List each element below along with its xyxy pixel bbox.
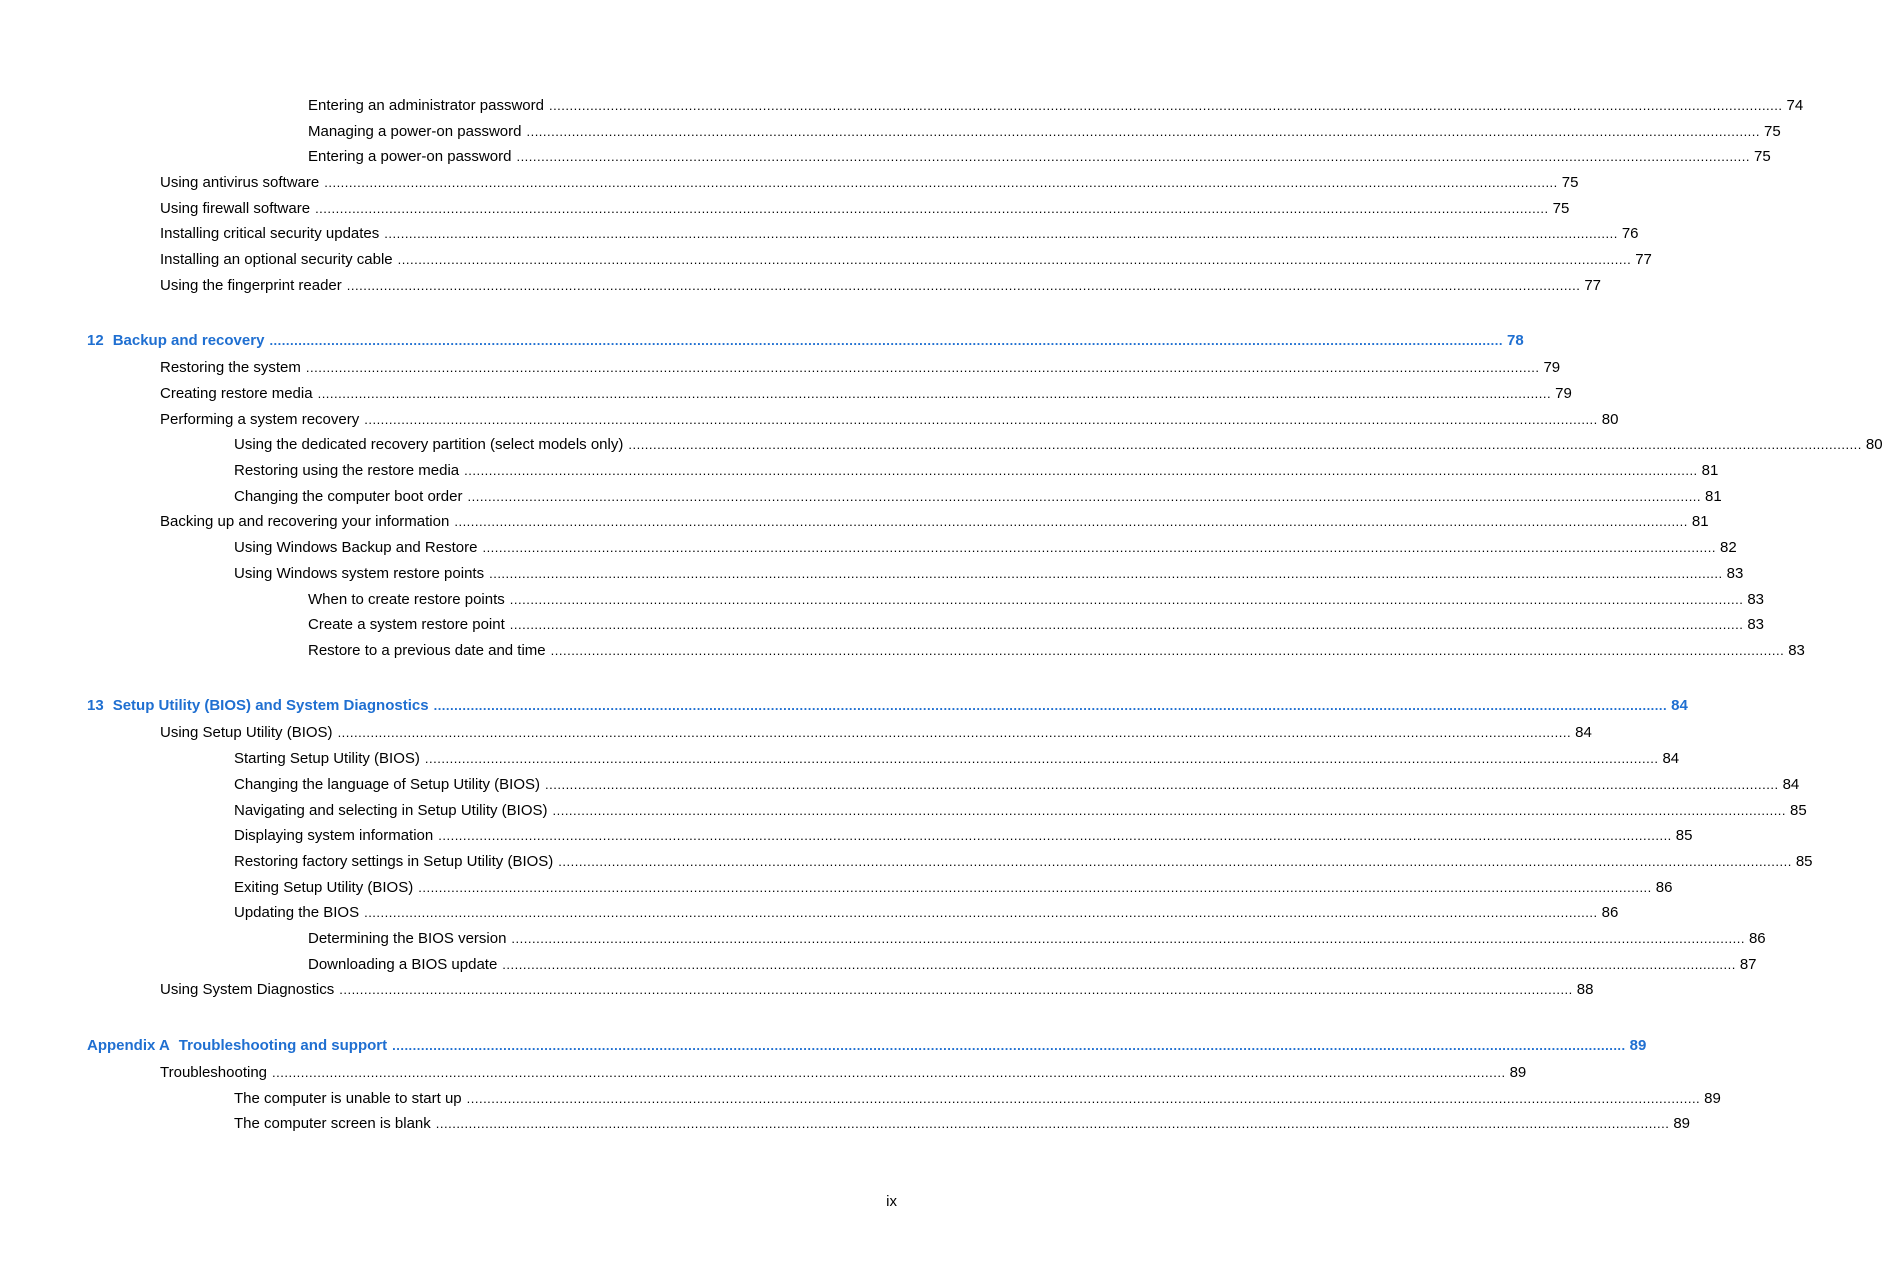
toc-entry[interactable] — [234, 852, 1813, 872]
toc-entry[interactable] — [308, 147, 1771, 167]
toc-page-number: 78 — [1506, 332, 1524, 349]
toc-entry[interactable] — [308, 96, 1804, 116]
toc-page-number: 81 — [1705, 488, 1722, 505]
toc-page-number: 89 — [1509, 1064, 1527, 1081]
toc-dot-leader: ............................................................................................................................................................................................................................................................................................................ — [548, 98, 1783, 113]
toc-chapter-number: 13 — [87, 697, 104, 714]
toc-page-number: 87 — [1739, 956, 1757, 973]
toc-entry[interactable] — [160, 384, 1572, 404]
toc-entry-title: Backup and recovery — [112, 332, 265, 349]
toc-page-number: 77 — [1584, 277, 1601, 294]
toc-entry-title: When to create restore points — [308, 591, 505, 608]
toc-entry[interactable] — [234, 538, 1737, 558]
toc-dot-leader: ............................................................................................................................................................................................................................................................................................................ — [526, 124, 1761, 139]
toc-page-number: 86 — [1655, 879, 1673, 896]
toc-dot-leader: ............................................................................................................................................................................................................................................................................................................ — [392, 1038, 1626, 1053]
toc-dot-leader: ............................................................................................................................................................................................................................................................................................................ — [438, 828, 1672, 843]
toc-entry-title: Performing a system recovery — [160, 411, 360, 428]
toc-page-number: 75 — [1764, 123, 1781, 140]
toc-entry[interactable] — [308, 641, 1805, 661]
toc-entry-title: Updating the BIOS — [234, 904, 360, 921]
toc-entry[interactable] — [160, 173, 1579, 193]
toc-entry[interactable] — [160, 199, 1570, 219]
toc-entry[interactable] — [308, 122, 1781, 142]
toc-entry[interactable] — [160, 512, 1709, 532]
toc-dot-leader: ............................................................................................................................................................................................................................................................................................................ — [418, 880, 1652, 895]
toc-entry-title: Using the dedicated recovery partition (select models only) — [234, 436, 624, 453]
toc-dot-leader: ............................................................................................................................................................................................................................................................................................................ — [509, 617, 1744, 632]
toc-dot-leader: ............................................................................................................................................................................................................................................................................................................ — [511, 931, 1745, 946]
toc-page-number: 83 — [1788, 642, 1805, 659]
toc-entry[interactable] — [234, 801, 1807, 821]
toc-entry-title: Displaying system information — [234, 827, 434, 844]
toc-entry[interactable] — [160, 723, 1592, 743]
toc-chapter-number: Appendix A — [87, 1037, 170, 1054]
toc-entry-title: The computer is unable to start up — [234, 1090, 462, 1107]
toc-page-number: 89 — [1629, 1037, 1647, 1054]
toc-dot-leader: ............................................................................................................................................................................................................................................................................................................ — [324, 175, 1558, 190]
toc-dot-leader: ............................................................................................................................................................................................................................................................................................................ — [397, 252, 1632, 267]
toc-dot-leader: ............................................................................................................................................................................................................................................................................................................ — [464, 463, 1698, 478]
toc-entry[interactable] — [308, 590, 1764, 610]
toc-entry-title: Exiting Setup Utility (BIOS) — [234, 879, 414, 896]
toc-entry[interactable] — [160, 250, 1652, 270]
toc-entry[interactable] — [234, 1114, 1690, 1134]
toc-dot-leader: ............................................................................................................................................................................................................................................................................................................ — [272, 1065, 1506, 1080]
toc-entry-title: Determining the BIOS version — [308, 930, 507, 947]
toc-page-number: 86 — [1748, 930, 1766, 947]
toc-chapter-number: 12 — [87, 332, 104, 349]
toc-dot-leader: ............................................................................................................................................................................................................................................................................................................ — [384, 226, 1618, 241]
toc-entry[interactable] — [234, 749, 1680, 769]
toc-dot-leader: ............................................................................................................................................................................................................................................................................................................ — [364, 412, 1598, 427]
toc-entry-title: Entering an administrator password — [308, 97, 544, 114]
toc-page-number: 81 — [1691, 513, 1709, 530]
toc-dot-leader: ............................................................................................................................................................................................................................................................................................................ — [558, 854, 1792, 869]
toc-dot-leader: ............................................................................................................................................................................................................................................................................................................ — [489, 566, 1723, 581]
toc-page-number: 80 — [1601, 411, 1619, 428]
toc-page-number: 83 — [1747, 616, 1764, 633]
toc-page-number: 85 — [1675, 827, 1693, 844]
toc-page-number: 89 — [1704, 1090, 1721, 1107]
toc-dot-leader: ............................................................................................................................................................................................................................................................................................................ — [364, 905, 1598, 920]
toc-page-number: 77 — [1635, 251, 1652, 268]
toc-entry-title: Changing the language of Setup Utility (BIOS) — [234, 776, 541, 793]
toc-dot-leader: ............................................................................................................................................................................................................................................................................................................ — [315, 201, 1549, 216]
toc-entry[interactable] — [160, 980, 1594, 1000]
toc-dot-leader: ............................................................................................................................................................................................................................................................................................................ — [269, 333, 1503, 348]
toc-dot-leader: ............................................................................................................................................................................................................................................................................................................ — [628, 437, 1862, 452]
toc-entry-title: Restoring factory settings in Setup Utility (BIOS) — [234, 853, 554, 870]
toc-page-number: 86 — [1601, 904, 1619, 921]
toc-dot-leader: ............................................................................................................................................................................................................................................................................................................ — [435, 1116, 1670, 1131]
toc-entry-title: Entering a power-on password — [308, 148, 512, 165]
toc-entry-title: Using System Diagnostics — [160, 981, 335, 998]
toc-chapter-entry[interactable] — [87, 696, 1688, 716]
toc-entry-title: Using antivirus software — [160, 174, 320, 191]
toc-dot-leader: ............................................................................................................................................................................................................................................................................................................ — [466, 1091, 1701, 1106]
toc-page-number: 75 — [1754, 148, 1771, 165]
toc-page-number: 84 — [1575, 724, 1592, 741]
toc-entry-title: Troubleshooting — [160, 1064, 268, 1081]
toc-dot-leader: ............................................................................................................................................................................................................................................................................................................ — [454, 514, 1688, 529]
toc-entry[interactable] — [160, 410, 1619, 430]
toc-page-number: 85 — [1795, 853, 1813, 870]
toc-dot-leader: ............................................................................................................................................................................................................................................................................................................ — [516, 149, 1750, 164]
toc-dot-leader: ............................................................................................................................................................................................................................................................................................................ — [509, 592, 1744, 607]
toc-entry[interactable] — [160, 224, 1639, 244]
page-number: ix — [886, 1193, 897, 1210]
toc-dot-leader: ............................................................................................................................................................................................................................................................................................................ — [339, 982, 1573, 997]
toc-entry-title: Navigating and selecting in Setup Utility (BIOS) — [234, 802, 548, 819]
toc-page-number: 85 — [1790, 802, 1807, 819]
toc-entry-title: Setup Utility (BIOS) and System Diagnostics — [112, 697, 429, 714]
toc-entry[interactable] — [234, 435, 1883, 455]
toc-entry-title: Downloading a BIOS update — [308, 956, 498, 973]
toc-dot-leader: ............................................................................................................................................................................................................................................................................................................ — [502, 957, 1736, 972]
toc-page-number: 75 — [1561, 174, 1579, 191]
toc-dot-leader: ............................................................................................................................................................................................................................................................................................................ — [337, 725, 1572, 740]
toc-entry-title: Using Windows Backup and Restore — [234, 539, 478, 556]
toc-chapter-entry[interactable] — [87, 331, 1524, 351]
toc-entry-title: Create a system restore point — [308, 616, 505, 633]
toc-entry[interactable] — [234, 826, 1693, 846]
toc-entry-title: Troubleshooting and support — [178, 1037, 388, 1054]
toc-entry[interactable] — [234, 487, 1722, 507]
toc-dot-leader: ............................................................................................................................................................................................................................................................................................................ — [424, 751, 1659, 766]
toc-entry[interactable] — [160, 358, 1561, 378]
toc-entry-title: Using Setup Utility (BIOS) — [160, 724, 333, 741]
toc-entry-title: Managing a power-on password — [308, 123, 522, 140]
toc-entry[interactable] — [160, 1063, 1527, 1083]
toc-page-number: 83 — [1726, 565, 1744, 582]
toc-entry[interactable] — [234, 461, 1719, 481]
toc-entry-title: Restore to a previous date and time — [308, 642, 546, 659]
toc-page-number: 81 — [1701, 462, 1719, 479]
toc-entry-title: Changing the computer boot order — [234, 488, 463, 505]
toc-dot-leader: ............................................................................................................................................................................................................................................................................................................ — [550, 643, 1785, 658]
toc-dot-leader: ............................................................................................................................................................................................................................................................................................................ — [467, 489, 1702, 504]
toc-page-number: 79 — [1543, 359, 1561, 376]
toc-page-number: 75 — [1552, 200, 1570, 217]
toc-dot-leader: ............................................................................................................................................................................................................................................................................................................ — [433, 698, 1668, 713]
toc-page-number: 89 — [1673, 1115, 1690, 1132]
toc-page-number: 83 — [1747, 591, 1764, 608]
toc-page-number: 74 — [1786, 97, 1804, 114]
toc-page-number: 84 — [1662, 750, 1680, 767]
toc-entry-title: The computer screen is blank — [234, 1115, 431, 1132]
toc-entry-title: Creating restore media — [160, 385, 313, 402]
toc-page-number: 82 — [1720, 539, 1737, 556]
toc-entry[interactable] — [234, 903, 1619, 923]
toc-entry-title: Backing up and recovering your information — [160, 513, 450, 530]
toc-entry[interactable] — [234, 878, 1673, 898]
toc-dot-leader: ............................................................................................................................................................................................................................................................................................................ — [545, 777, 1779, 792]
toc-entry[interactable] — [308, 929, 1766, 949]
toc-entry-title: Starting Setup Utility (BIOS) — [234, 750, 420, 767]
toc-entry-title: Using Windows system restore points — [234, 565, 485, 582]
toc-entry-title: Installing critical security updates — [160, 225, 380, 242]
toc-entry-title: Restoring using the restore media — [234, 462, 460, 479]
toc-page-number: 84 — [1782, 776, 1800, 793]
toc-entry[interactable] — [308, 955, 1757, 975]
toc-entry[interactable] — [160, 276, 1601, 296]
toc-dot-leader: ............................................................................................................................................................................................................................................................................................................ — [482, 540, 1716, 555]
toc-entry-title: Using firewall software — [160, 200, 311, 217]
toc-dot-leader: ............................................................................................................................................................................................................................................................................................................ — [317, 386, 1552, 401]
toc-entry-title: Restoring the system — [160, 359, 301, 376]
toc-chapter-entry[interactable] — [87, 1036, 1647, 1056]
toc-page-number: 76 — [1621, 225, 1639, 242]
toc-dot-leader: ............................................................................................................................................................................................................................................................................................................ — [552, 803, 1787, 818]
toc-dot-leader: ............................................................................................................................................................................................................................................................................................................ — [305, 360, 1540, 375]
toc-entry[interactable] — [234, 1089, 1721, 1109]
toc-entry[interactable] — [234, 564, 1744, 584]
toc-page-number: 80 — [1865, 436, 1883, 453]
toc-dot-leader: ............................................................................................................................................................................................................................................................................................................ — [346, 278, 1581, 293]
toc-page-number: 88 — [1576, 981, 1594, 998]
toc-entry[interactable] — [308, 615, 1764, 635]
toc-entry-title: Using the fingerprint reader — [160, 277, 342, 294]
toc-page-number: 84 — [1671, 697, 1688, 714]
toc-page-number: 79 — [1555, 385, 1572, 402]
toc-entry[interactable] — [234, 775, 1800, 795]
toc-entry-title: Installing an optional security cable — [160, 251, 393, 268]
